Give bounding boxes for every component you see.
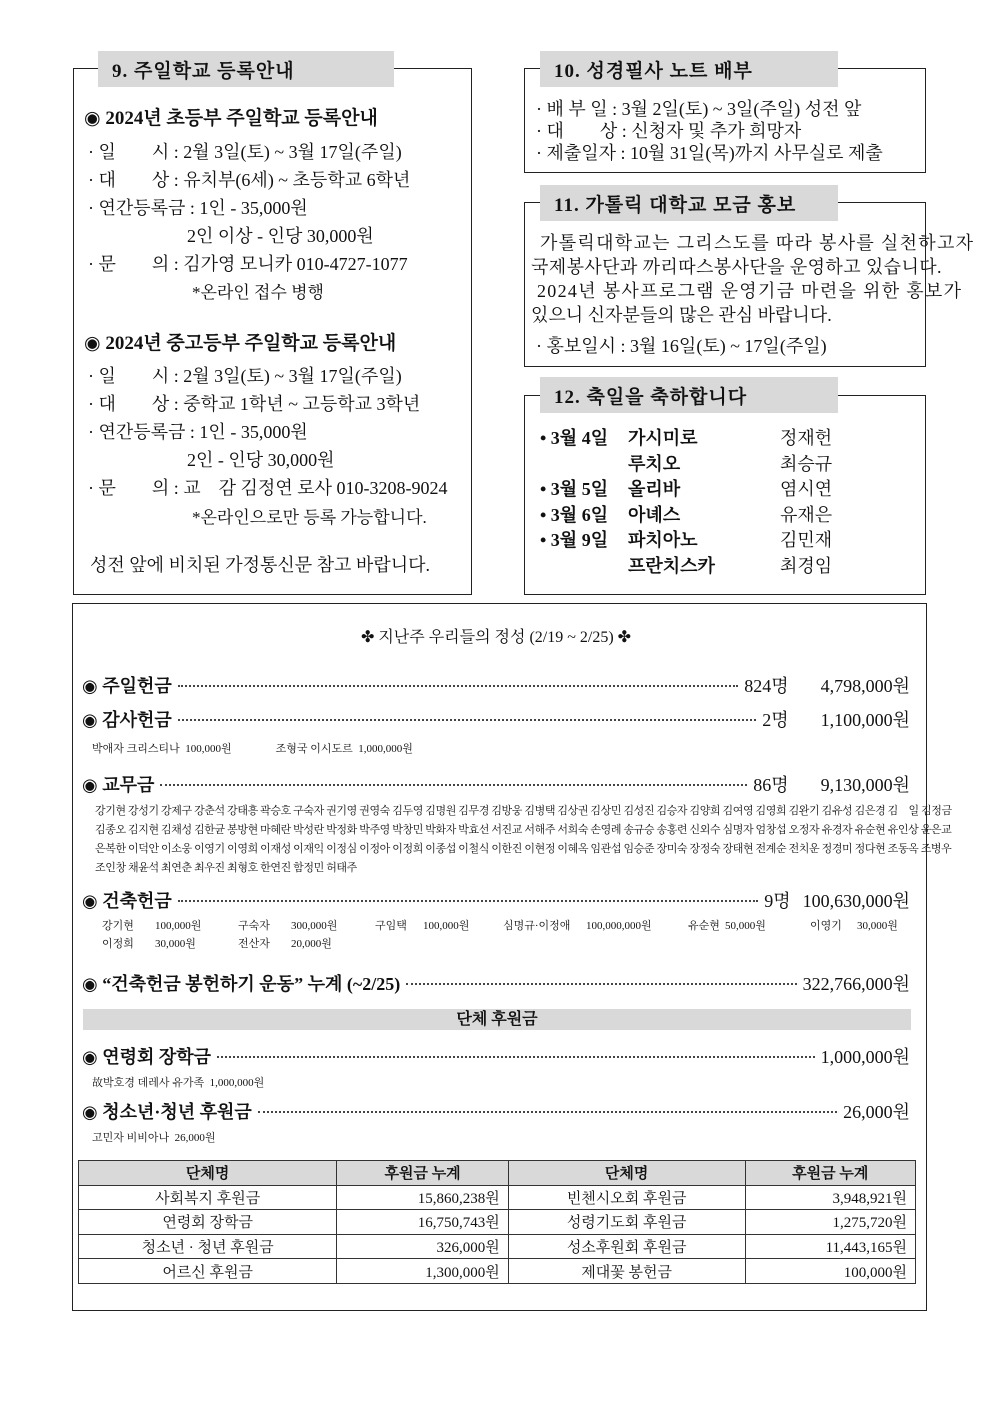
sunday-offering-row <box>82 672 910 698</box>
leader-dots <box>217 1056 815 1058</box>
count: 9명 <box>764 891 791 911</box>
campaign-row <box>82 970 910 996</box>
offering-title: ✤ 지난주 우리들의 정성 (2/19 ~ 2/25) ✤ <box>360 629 632 646</box>
support-total-cell: 1,275,720원 <box>745 1210 916 1235</box>
elders-detail: 故박호경 데레사 유가족 1,000,000원 <box>92 1077 265 1089</box>
donor-amount: 100,000원 <box>423 920 470 932</box>
amount: 1,100,000원 <box>820 710 910 730</box>
mid-target: · 대 상 : 중학교 1학년 ~ 고등학교 3학년 <box>88 394 421 414</box>
youth-detail: 고민자 비비아나 26,000원 <box>92 1132 216 1144</box>
section-9-title: 9. 주일학교 등록안내 <box>98 51 394 87</box>
donor-amount: 30,000원 <box>155 938 196 950</box>
feast-name: 정재헌 <box>780 428 833 448</box>
group-name-cell: 사회복지 후원금 <box>79 1185 337 1210</box>
leader-dots <box>406 983 796 985</box>
s11-line: 있으니 신자분들의 많은 관심 바랍니다. <box>531 305 832 325</box>
feast-name: 김민재 <box>780 530 833 550</box>
s11-line: 가톨릭대학교는 그리스도를 따라 봉사를 실천하고자 <box>540 233 975 253</box>
mid-fee2: 2인 - 인당 30,000원 <box>187 450 335 470</box>
feast-saint: 파치아노 <box>628 530 698 550</box>
feast-name: 최경임 <box>780 555 833 576</box>
mid-fee: · 연간등록금 : 1인 - 35,000원 <box>88 422 308 442</box>
leader-dots <box>258 1111 837 1113</box>
mid-heading: ◉ 2024년 중고등부 주일학교 등록안내 <box>84 333 397 354</box>
donor-name: 강기현 <box>102 920 134 932</box>
group-name-cell: 빈첸시오회 후원금 <box>508 1185 745 1210</box>
donor-name: 구임택 <box>375 920 407 932</box>
amount: 100,630,000원 <box>802 891 910 911</box>
group-name-cell: 제대꽃 봉헌금 <box>508 1259 745 1284</box>
table-row <box>79 1234 916 1259</box>
elem-date: · 일 시 : 2월 3일(토) ~ 3월 17일(주일) <box>88 142 402 162</box>
feast-saint: 가시미로 <box>628 428 698 448</box>
donor-amount: 50,000원 <box>725 920 766 932</box>
table-row <box>79 1259 916 1284</box>
column-header: 단체명 <box>79 1161 337 1186</box>
amount: 4,798,000원 <box>820 676 910 696</box>
column-header: 단체명 <box>508 1161 745 1186</box>
feast-saint: 올리바 <box>628 479 681 499</box>
dues-row <box>82 771 910 797</box>
leader-dots <box>178 719 756 721</box>
feast-saint: 프란치스카 <box>628 555 715 576</box>
mid-note: *온라인으로만 등록 가능합니다. <box>192 508 427 527</box>
column-header: 후원금 누계 <box>745 1161 916 1186</box>
label: ◉ 감사헌금 <box>82 710 172 730</box>
count: 86명 <box>753 775 789 795</box>
feast-date: • 3월 4일 <box>540 428 609 448</box>
donor-amount: 20,000원 <box>291 938 332 950</box>
leader-dots <box>178 900 758 902</box>
donor-name: 전산자 <box>238 938 270 950</box>
label: ◉ 건축헌금 <box>82 891 172 911</box>
donor-amount: 100,000,000원 <box>586 920 652 932</box>
group-name-cell: 어르신 후원금 <box>79 1259 337 1284</box>
building-row <box>82 887 910 913</box>
elem-contact: · 문 의 : 김가영 모니카 010-4727-1077 <box>88 254 408 274</box>
elem-fee2: 2인 이상 - 인당 30,000원 <box>187 226 374 246</box>
dues-names: 강기현 강성기 강제구 강춘석 강태흥 곽승호 구숙자 권기영 권영숙 김두영 김명원 김무경 김방웅 김병택 김상권 김상민 김성진 김승자 김양희 김여영 김영희 김완기 김유성 김은경 김 일 김정금 <box>95 805 952 817</box>
donor-name: 유순현 <box>688 920 720 932</box>
label: ◉ 연령회 장학금 <box>82 1047 212 1067</box>
feast-saint: 루치오 <box>628 453 681 474</box>
section-10-title: 10. 성경필사 노트 배부 <box>540 51 838 87</box>
donor-name: 심명규·이정애 <box>503 920 571 932</box>
donor-amount: 100,000원 <box>155 920 202 932</box>
thanks-detail: 박애자 크리스티나 100,000원 조형국 이시도르 1,000,000원 <box>92 743 413 755</box>
amount: 26,000원 <box>843 1102 910 1122</box>
s11-line: 국제봉사단과 까리따스봉사단을 운영하고 있습니다. <box>531 257 942 277</box>
elem-heading: ◉ 2024년 초등부 주일학교 등록안내 <box>84 108 378 129</box>
label: ◉ 청소년·청년 후원금 <box>82 1102 252 1122</box>
s9-note: 성전 앞에 비치된 가정통신문 참고 바랍니다. <box>90 555 430 575</box>
elders-row <box>82 1043 910 1069</box>
donor-name: 구숙자 <box>238 920 270 932</box>
mid-date: · 일 시 : 2월 3일(토) ~ 3월 17일(주일) <box>88 366 402 386</box>
elem-target: · 대 상 : 유치부(6세) ~ 초등학교 6학년 <box>88 170 411 190</box>
amount: 322,766,000원 <box>802 974 910 994</box>
feast-date: • 3월 9일 <box>540 530 609 550</box>
label: ◉ 교무금 <box>82 775 155 795</box>
feast-name: 유재은 <box>780 504 833 525</box>
support-total-cell: 3,948,921원 <box>745 1185 916 1210</box>
dues-names: 조인창 채윤석 최연춘 최우진 최형호 한연진 함정민 허태주 <box>95 862 357 874</box>
s10-line: · 배 부 일 : 3월 2일(토) ~ 3일(주일) 성전 앞 <box>536 99 862 119</box>
dues-names: 김종오 김지현 김채성 김한균 봉방현 마혜란 박성란 박정화 박주영 박창민 박화자 박효선 서진교 서해주 서희숙 손영례 송규승 송홍련 신외수 심명자 엄창섭 오정자 유경자 유순현 유인상 윤은교 <box>95 824 952 836</box>
group-name-cell: 성령기도회 후원금 <box>508 1210 745 1235</box>
table-row <box>79 1185 916 1210</box>
s11-line: 2024년 봉사프로그램 운영기금 마련을 위한 홍보가 <box>537 281 963 301</box>
feast-name: 최승규 <box>780 453 833 474</box>
feast-date: • 3월 5일 <box>540 479 609 499</box>
amount: 9,130,000원 <box>820 775 910 795</box>
leader-dots <box>160 784 747 786</box>
label: ◉ 주일헌금 <box>82 676 172 696</box>
label: ◉ “건축헌금 봉헌하기 운동” 누계 (~2/25) <box>82 974 401 994</box>
group-name-cell: 연령회 장학금 <box>79 1210 337 1235</box>
elem-fee: · 연간등록금 : 1인 - 35,000원 <box>88 198 308 218</box>
section-11-title: 11. 가톨릭 대학교 모금 홍보 <box>540 185 838 221</box>
s11-line: · 홍보일시 : 3월 16일(토) ~ 17일(주일) <box>536 336 827 356</box>
support-total-cell: 1,300,000원 <box>337 1259 508 1284</box>
group-name-cell: 성소후원회 후원금 <box>508 1234 745 1259</box>
table-header-row <box>79 1161 916 1186</box>
group-header: 단체 후원금 <box>83 1009 911 1030</box>
donor-amount: 30,000원 <box>857 920 898 932</box>
support-total-cell: 11,443,165원 <box>745 1234 916 1259</box>
leader-dots <box>178 685 738 687</box>
count: 2명 <box>762 710 789 730</box>
donor-amount: 300,000원 <box>291 920 338 932</box>
s10-line: · 제출일자 : 10월 31일(목)까지 사무실로 제출 <box>536 143 883 163</box>
support-total-cell: 100,000원 <box>745 1259 916 1284</box>
s10-line: · 대 상 : 신청자 및 추가 희망자 <box>536 121 802 141</box>
table-row <box>79 1210 916 1235</box>
mid-contact: · 문 의 : 교 감 김정연 로사 010-3208-9024 <box>88 478 448 498</box>
support-total-cell: 16,750,743원 <box>337 1210 508 1235</box>
support-total-cell: 326,000원 <box>337 1234 508 1259</box>
youth-row <box>82 1098 910 1124</box>
support-total-cell: 15,860,238원 <box>337 1185 508 1210</box>
column-header: 후원금 누계 <box>337 1161 508 1186</box>
donor-name: 이영기 <box>810 920 842 932</box>
group-name-cell: 청소년 · 청년 후원금 <box>79 1234 337 1259</box>
thanks-offering-row <box>82 706 910 732</box>
feast-name: 염시연 <box>780 479 833 499</box>
feast-saint: 아녜스 <box>628 504 681 525</box>
elem-note: *온라인 접수 병행 <box>192 283 324 302</box>
dues-names: 은복한 이덕안 이소웅 이영기 이영희 이재성 이재익 이정심 이정아 이정희 이종섭 이철식 이한진 이현정 이혜옥 임관섭 임승준 장미숙 장정숙 장태현 전계순 전치운 정경미 정다현 조동옥 조병우 <box>95 843 952 855</box>
amount: 1,000,000원 <box>820 1047 910 1067</box>
count: 824명 <box>744 676 789 696</box>
group-support-table <box>78 1160 916 1284</box>
section-12-title: 12. 축일을 축하합니다 <box>540 377 838 413</box>
feast-date: • 3월 6일 <box>540 504 609 525</box>
donor-name: 이정희 <box>102 938 134 950</box>
